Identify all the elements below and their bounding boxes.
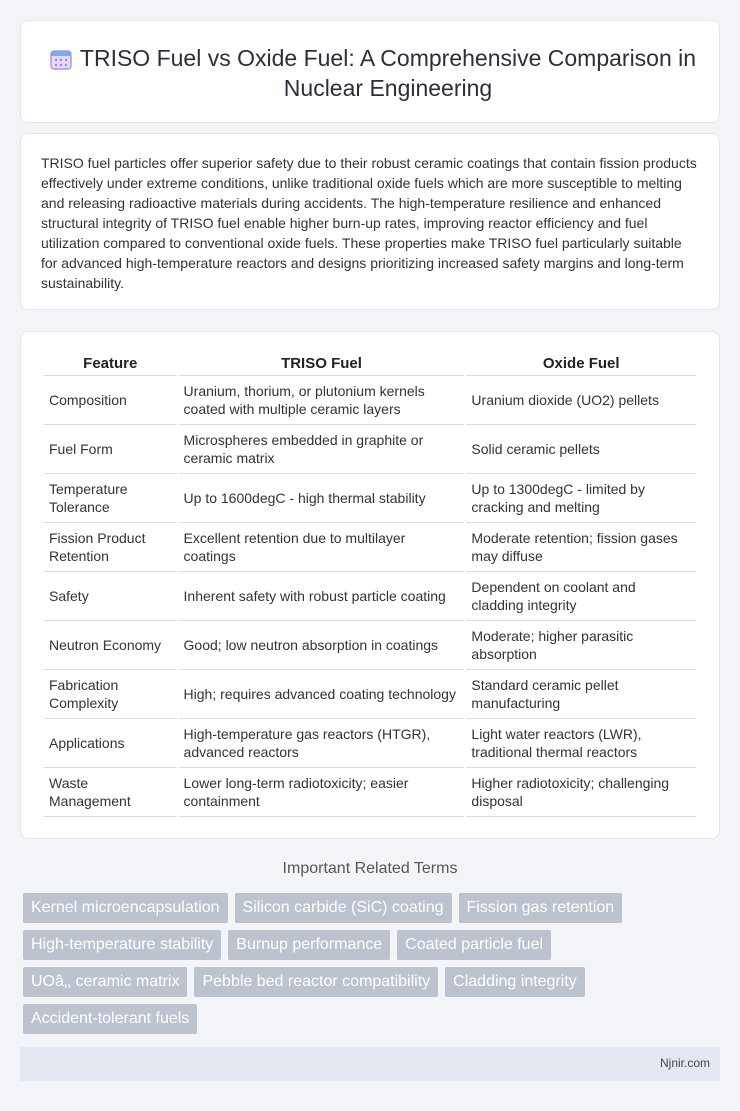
footer-site-link[interactable]: Njnir.com [659, 1056, 710, 1070]
table-cell: Moderate; higher parasitic absorption [466, 621, 696, 670]
table-cell: Fabrication Complexity [44, 670, 177, 719]
table-header-row [44, 353, 696, 376]
header-oxide: Oxide Fuel [466, 353, 696, 376]
table-cell: Neutron Economy [44, 621, 177, 670]
table-cell: Microspheres embedded in graphite or ceramic matrix [179, 425, 465, 474]
table-row [44, 474, 696, 523]
table-cell: Fission Product Retention [44, 523, 177, 572]
comparison-table-card [20, 331, 720, 839]
table-cell: Standard ceramic pellet manufacturing [466, 670, 696, 719]
table-row [44, 670, 696, 719]
table-cell: Light water reactors (LWR), traditional thermal reactors [466, 719, 696, 768]
table-cell: Lower long-term radiotoxicity; easier containment [179, 768, 465, 817]
header-card [20, 20, 720, 123]
table-cell: Dependent on coolant and cladding integrity [466, 572, 696, 621]
table-row [44, 719, 696, 768]
header-triso: TRISO Fuel [179, 353, 465, 376]
summary-text: TRISO fuel particles offer superior safety due to their robust ceramic coatings that contain fission products effectively under extreme conditions, unlike traditional oxide fuels which are more susceptible to melting and releasing radioactive materials during accidents. The high-temperature resilience and enhanced structural integrity of TRISO fuel enable higher burn-up rates, improving reactor efficiency and fuel utilization compared to conventional oxide fuels. These properties make TRISO fuel particularly suitable for advanced high-temperature reactors and designs prioritizing increased safety margins and long-term sustainability. [41, 155, 697, 291]
table-cell: Applications [44, 719, 177, 768]
table-cell: Composition [44, 376, 177, 425]
footer [20, 1047, 720, 1081]
table-cell: Up to 1600degC - high thermal stability [179, 474, 465, 523]
table-row [44, 621, 696, 670]
table-cell: High-temperature gas reactors (HTGR), advanced reactors [179, 719, 465, 768]
page-title: TRISO Fuel vs Oxide Fuel: A Comprehensive Comparison in Nuclear Engineering [79, 45, 697, 101]
related-term-tag[interactable]: Fission gas retention [459, 893, 623, 923]
header-feature: Feature [44, 353, 177, 376]
table-row [44, 572, 696, 621]
related-term-tag[interactable]: High-temperature stability [23, 930, 221, 960]
table-cell: Waste Management [44, 768, 177, 817]
table-cell: Temperature Tolerance [44, 474, 177, 523]
table-cell: Good; low neutron absorption in coatings [179, 621, 465, 670]
table-cell: Uranium, thorium, or plutonium kernels coated with multiple ceramic layers [179, 376, 465, 425]
table-cell: Excellent retention due to multilayer coatings [179, 523, 465, 572]
table-cell: Moderate retention; fission gases may diffuse [466, 523, 696, 572]
related-term-tag[interactable]: Coated particle fuel [397, 930, 551, 960]
table-row [44, 425, 696, 474]
related-term-tag[interactable]: Kernel microencapsulation [23, 893, 228, 923]
table-cell: Higher radiotoxicity; challenging disposal [466, 768, 696, 817]
table-cell: Up to 1300degC - limited by cracking and melting [466, 474, 696, 523]
table-row [44, 376, 696, 425]
table-row [44, 523, 696, 572]
related-term-tag[interactable]: Burnup performance [228, 930, 390, 960]
table-cell: Safety [44, 572, 177, 621]
table-cell: Inherent safety with robust particle coating [179, 572, 465, 621]
related-term-tag[interactable]: Silicon carbide (SiC) coating [235, 893, 452, 923]
table-cell: Uranium dioxide (UO2) pellets [466, 376, 696, 425]
table-row [44, 768, 696, 817]
table-cell: Fuel Form [44, 425, 177, 474]
related-term-tag[interactable]: UOâ‚‚ ceramic matrix [23, 967, 187, 997]
related-term-tag[interactable]: Cladding integrity [445, 967, 585, 997]
table-cell: Solid ceramic pellets [466, 425, 696, 474]
related-terms-list [23, 893, 723, 1041]
related-term-tag[interactable]: Pebble bed reactor compatibility [194, 967, 438, 997]
comparison-table [42, 353, 698, 817]
table-cell: High; requires advanced coating technology [179, 670, 465, 719]
related-terms-title: Important Related Terms [282, 860, 458, 877]
related-term-tag[interactable]: Accident-tolerant fuels [23, 1004, 197, 1034]
summary-card [20, 133, 720, 310]
